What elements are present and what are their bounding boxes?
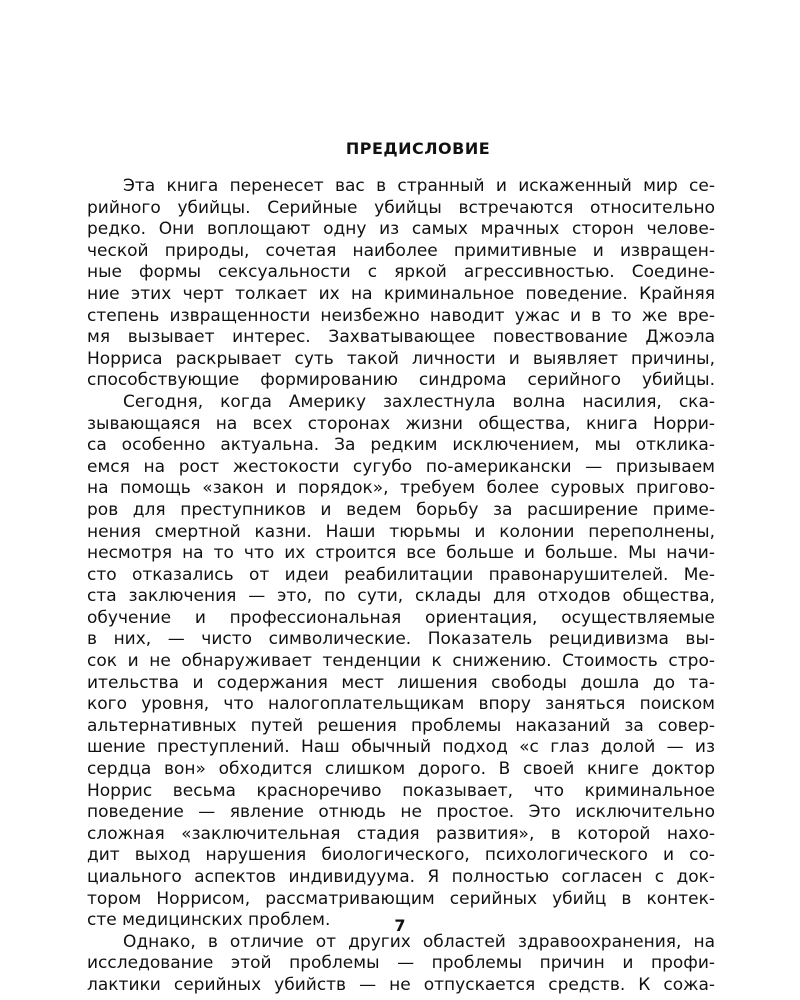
text-line: емся на рост жестокости сугубо по-американски — призываем bbox=[87, 456, 715, 477]
text-line: мя вызывает интерес. Захватывающее повествование Джоэла bbox=[87, 327, 715, 348]
text-line: ние этих черт толкает их на криминальное поведение. Крайняя bbox=[87, 283, 715, 304]
text-line: зывающаяся на всех сторонах жизни общества, книга Норри- bbox=[87, 413, 715, 434]
text-line: ста заключения — это, по сути, склады для отходов общества, bbox=[87, 586, 715, 607]
text-line: тором Норрисом, рассматривающим серийных убийц в контек- bbox=[87, 888, 715, 909]
text-line: поведение — явление отнюдь не простое. Это исключительно bbox=[87, 802, 715, 823]
page-title: ПРЕДИСЛОВИЕ bbox=[345, 139, 491, 158]
text-line: на помощь «закон и порядок», требуем более суровых пригово- bbox=[87, 478, 715, 499]
text-line: редко. Они воплощают одну из самых мрачных сторон челове- bbox=[87, 219, 715, 240]
text-line: шение преступлений. Наш обычный подход «с глаз долой — из bbox=[87, 737, 715, 758]
text-line: степень извращенности неизбежно наводит ужас и в то же вре- bbox=[87, 305, 715, 326]
text-line: Норрис весьма красноречиво показывает, что криминальное bbox=[87, 780, 715, 801]
page-number: 7 bbox=[394, 916, 406, 935]
text-line: нения смертной казни. Наши тюрьмы и колонии переполнены, bbox=[87, 521, 715, 542]
text-line: Норриса раскрывает суть такой личности и выявляет причины, bbox=[87, 348, 715, 369]
text-line: са особенно актуальна. За редким исключением, мы отклика- bbox=[87, 435, 715, 456]
text-line: обучение и профессиональная ориентация, осуществляемые bbox=[87, 607, 715, 628]
text-line: несмотря на то что их строится все больше и больше. Мы начи- bbox=[87, 543, 715, 564]
text-line: сложная «заключительная стадия развития», в которой нахо- bbox=[87, 823, 715, 844]
text-line: Эта книга перенесет вас в странный и искаженный мир се- bbox=[123, 176, 715, 196]
text-line: ные формы сексуальности с яркой агрессивностью. Соедине- bbox=[87, 262, 715, 283]
text-line: лактики серийных убийств — не отпускается средств. К сожа- bbox=[87, 974, 715, 995]
text-line: ительства и содержания мест лишения свободы дошла до та- bbox=[87, 672, 715, 693]
text-line: Сегодня, когда Америку захлестнула волна насилия, ска- bbox=[123, 391, 715, 412]
text-line: исследование этой проблемы — проблемы причин и профи- bbox=[87, 953, 715, 974]
text-line: кого уровня, что налогоплательщикам впору заняться поиском bbox=[87, 694, 715, 715]
text-line: рийного убийцы. Серийные убийцы встречаются относительно bbox=[87, 197, 715, 218]
text-line: ческой природы, сочетая наиболее примитивные и извращен- bbox=[87, 240, 715, 261]
text-line: способствующие формированию синдрома серийного убийцы. bbox=[87, 370, 715, 391]
text-line: сто отказались от идеи реабилитации правонарушителей. Ме- bbox=[87, 564, 715, 585]
body-text bbox=[87, 176, 715, 997]
text-line: циального аспектов индивидуума. Я полностью согласен с док- bbox=[87, 867, 715, 887]
text-line: альтернативных путей решения проблемы наказаний за совер- bbox=[87, 715, 715, 736]
text-line: Однако, в отличие от других областей здравоохранения, на bbox=[123, 931, 715, 952]
text-line: сте медицинских проблем. bbox=[87, 910, 331, 931]
text-line: ров для преступников и ведем борьбу за расширение приме- bbox=[87, 499, 715, 520]
text-line: в них, — чисто символические. Показатель рецидивизма вы- bbox=[87, 629, 715, 650]
text-line: сердца вон» обходится слишком дорого. В своей книге доктор bbox=[87, 759, 715, 780]
text-line: дит выход нарушения биологического, психологического и со- bbox=[87, 845, 715, 866]
text-line: сок и не обнаруживает тенденции к снижению. Стоимость стро- bbox=[87, 651, 715, 672]
